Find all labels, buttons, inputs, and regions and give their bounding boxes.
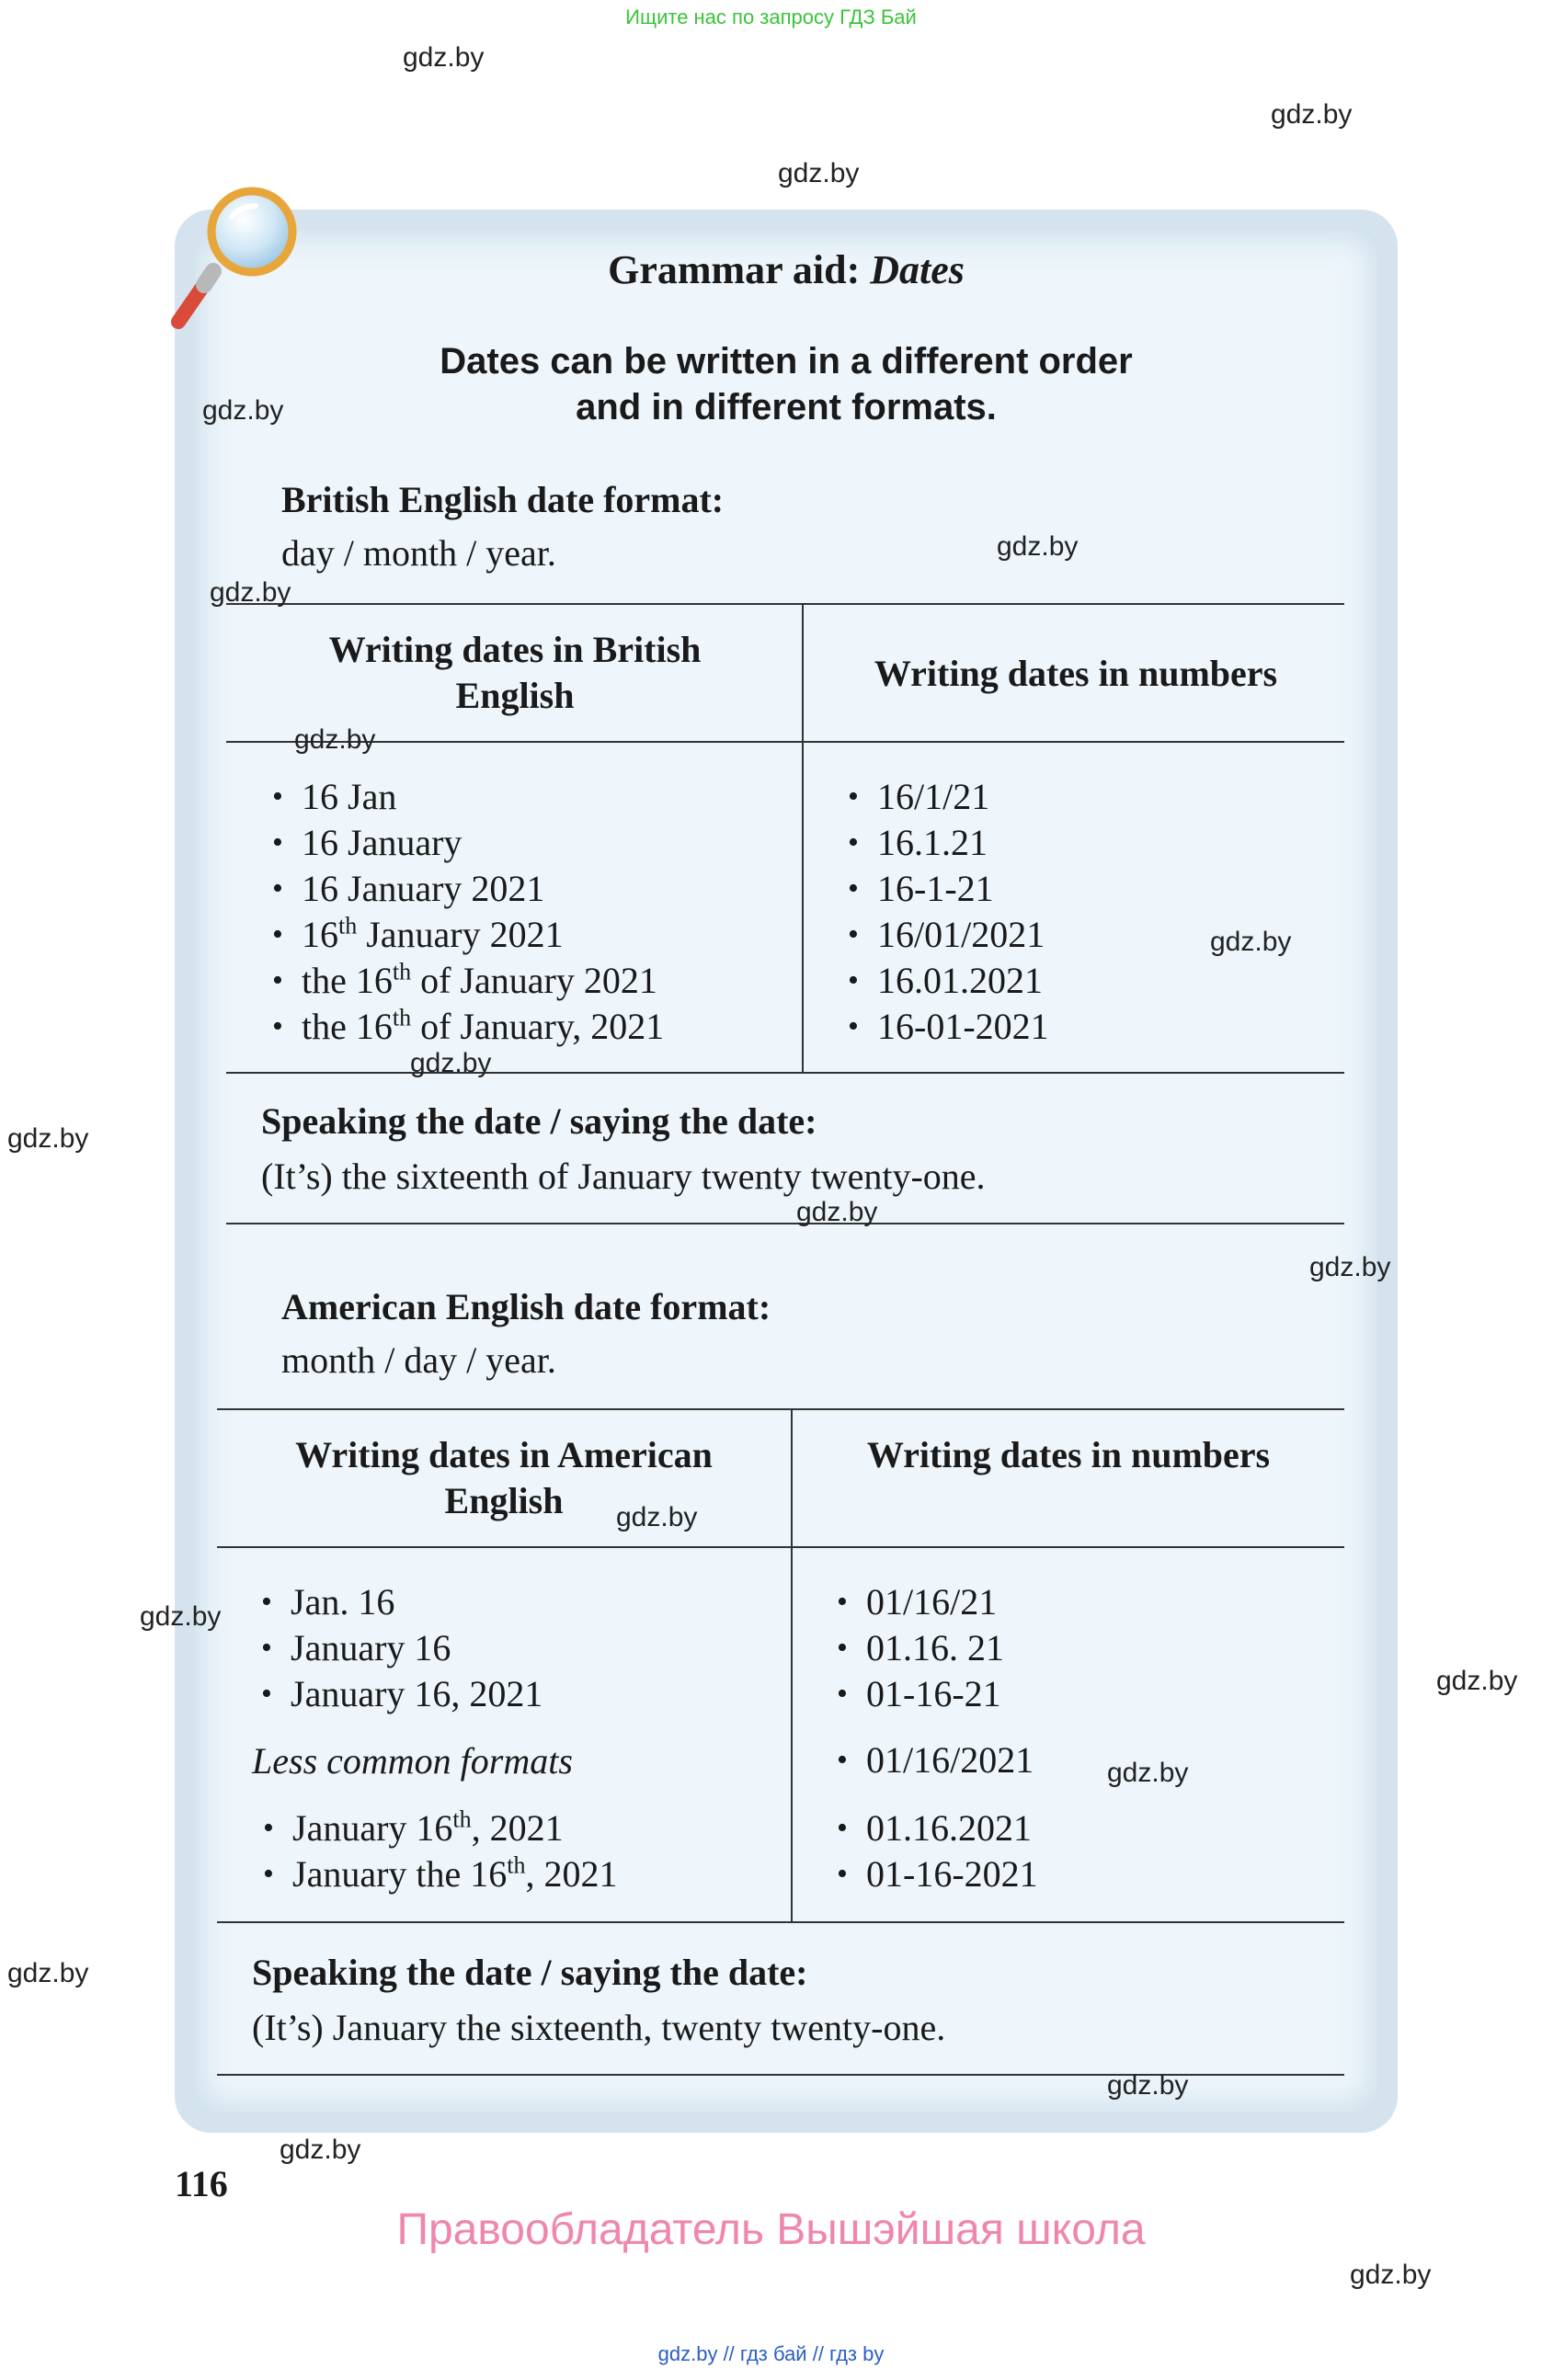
british-words-list	[267, 774, 664, 1050]
list-item: • 16 Jan	[267, 774, 664, 820]
watermark: gdz.by	[997, 531, 1079, 562]
list-item: • 16/01/2021	[842, 912, 1049, 958]
watermark: gdz.by	[796, 1197, 878, 1227]
watermark: gdz.by	[294, 724, 376, 755]
watermark: gdz.by	[210, 577, 291, 608]
list-item: • January 16th, 2021	[257, 1805, 618, 1851]
american-numbers-header: Writing dates in numbers	[866, 1434, 1271, 1475]
divider	[226, 1223, 1344, 1224]
divider	[217, 1921, 1344, 1923]
list-item: • 16 January 2021	[267, 866, 664, 912]
watermark: gdz.by	[140, 1601, 222, 1632]
divider	[802, 603, 804, 1072]
page-number: 116	[175, 2163, 228, 2204]
footer-links[interactable]: gdz.by // гдз бай // гдз by	[657, 2342, 885, 2365]
watermark: gdz.by	[410, 1048, 492, 1078]
list-item: • 16th January 2021	[267, 912, 664, 958]
list-item: • 01/16/2021	[831, 1737, 1034, 1783]
top-search-link[interactable]: Ищите нас по запросу ГДЗ Бай	[625, 6, 917, 28]
british-speaking-text: (It’s) the sixteenth of January twenty twenty-one.	[261, 1156, 986, 1197]
watermark: gdz.by	[1436, 1666, 1518, 1696]
watermark: gdz.by	[616, 1502, 698, 1532]
watermark: gdz.by	[7, 1123, 89, 1154]
list-item: • January 16	[256, 1625, 543, 1671]
list-item: • 01/16/21	[831, 1579, 1004, 1625]
american-numbers-list-3	[831, 1805, 1038, 1897]
american-numbers-list-2	[831, 1737, 1034, 1783]
list-item: • 16 January	[267, 820, 664, 866]
watermark: gdz.by	[1210, 927, 1292, 957]
british-format-heading: British English date format:	[281, 479, 725, 520]
watermark: gdz.by	[778, 158, 860, 188]
watermark: gdz.by	[1271, 99, 1353, 130]
page-title: Grammar aid: Dates	[608, 247, 965, 292]
watermark: gdz.by	[1107, 1758, 1189, 1788]
british-numbers-header: Writing dates in numbers	[874, 653, 1278, 694]
american-words-header: Writing dates in American English	[295, 1434, 713, 1521]
divider	[217, 1408, 1344, 1410]
divider	[226, 741, 1344, 743]
list-item: • Jan. 16	[256, 1579, 543, 1625]
watermark: gdz.by	[280, 2135, 361, 2165]
american-format-text: month / day / year.	[281, 1339, 556, 1381]
copyright-notice: Правообладатель Вышэйшая школа	[396, 2205, 1146, 2254]
american-format-heading: American English date format:	[281, 1286, 771, 1327]
list-item: • 01-16-2021	[831, 1851, 1038, 1897]
british-speaking-heading: Speaking the date / saying the date:	[261, 1100, 817, 1142]
magnifier-icon	[167, 184, 314, 340]
list-item: • the 16th of January 2021	[267, 958, 664, 1004]
american-numbers-list	[831, 1579, 1004, 1717]
list-item: • January the 16th, 2021	[257, 1851, 618, 1897]
watermark: gdz.by	[1309, 1252, 1391, 1282]
list-item: • 16/1/21	[842, 774, 1049, 820]
subtitle: Dates can be written in a different order and in different formats.	[440, 341, 1133, 427]
american-speaking-text: (It’s) January the sixteenth, twenty twenty-one.	[252, 2007, 946, 2048]
list-item: • 01-16-21	[831, 1671, 1004, 1717]
list-item: • 16.1.21	[842, 820, 1049, 866]
divider	[226, 603, 1344, 605]
watermark: gdz.by	[403, 42, 485, 73]
divider	[226, 1072, 1344, 1074]
list-item: • 16-01-2021	[842, 1004, 1049, 1050]
divider	[791, 1408, 793, 1921]
list-item: • the 16th of January, 2021	[267, 1004, 664, 1050]
watermark: gdz.by	[1107, 2070, 1189, 2101]
american-less-common-list	[257, 1805, 618, 1897]
american-words-list	[256, 1579, 543, 1717]
less-common-label: Less common formats	[252, 1740, 573, 1782]
watermark: gdz.by	[202, 395, 284, 426]
american-speaking-heading: Speaking the date / saying the date:	[252, 1952, 808, 1993]
british-numbers-list	[842, 774, 1049, 1050]
list-item: • 01.16.2021	[831, 1805, 1038, 1851]
list-item: • 16-1-21	[842, 866, 1049, 912]
watermark: gdz.by	[7, 1958, 89, 1988]
list-item: • 16.01.2021	[842, 958, 1049, 1004]
divider	[217, 1546, 1344, 1548]
list-item: • 01.16. 21	[831, 1625, 1004, 1671]
british-format-text: day / month / year.	[281, 532, 556, 574]
watermark: gdz.by	[1350, 2260, 1432, 2290]
list-item: • January 16, 2021	[256, 1671, 543, 1717]
british-words-header: Writing dates in British English	[328, 629, 702, 716]
